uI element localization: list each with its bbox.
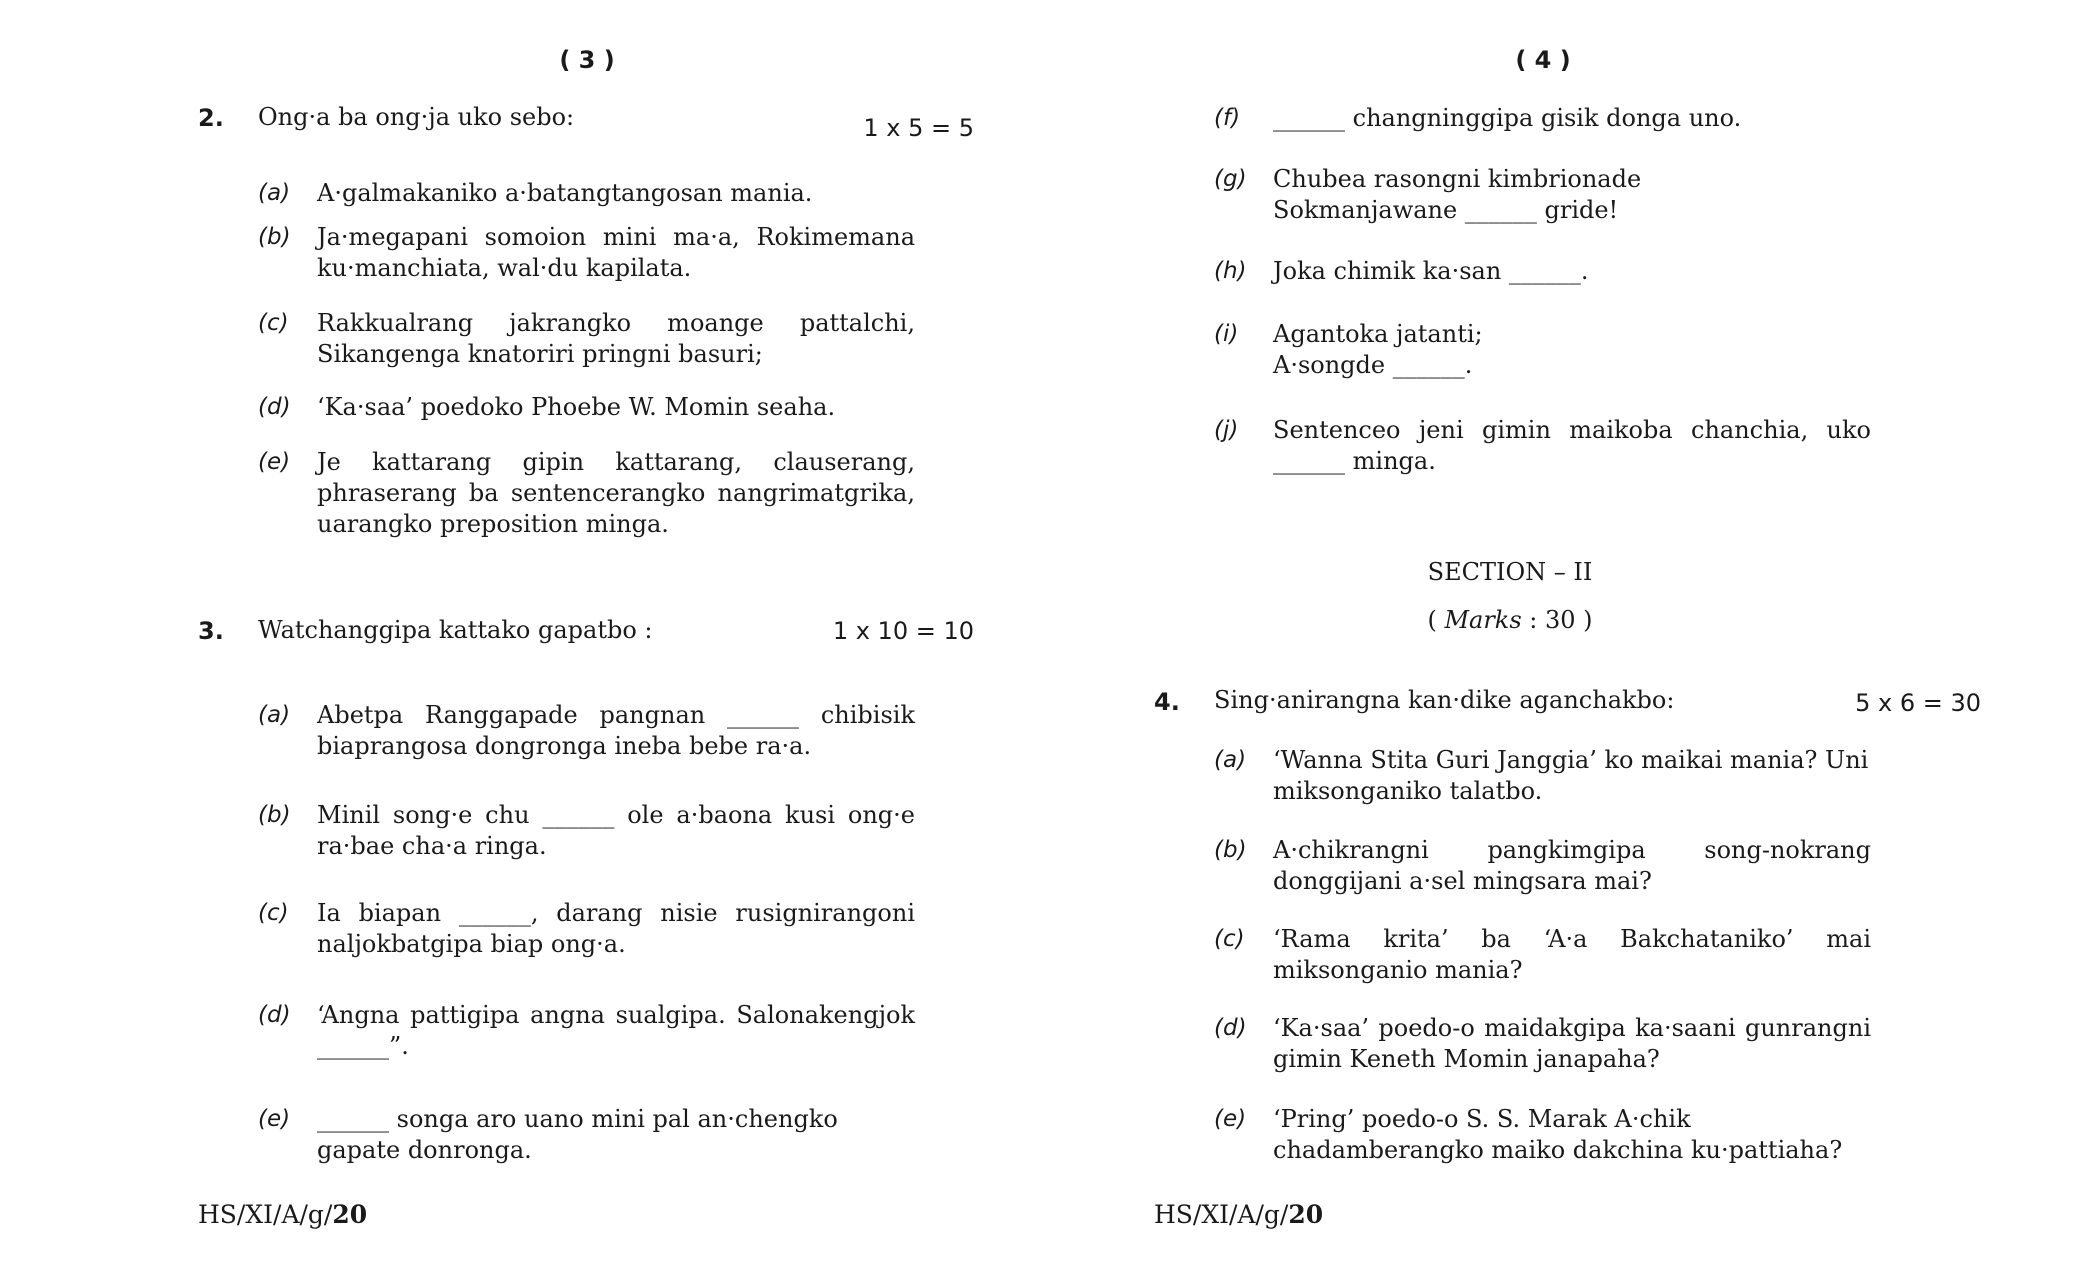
item-text: ‘Rama krita’ ba ‘A·a Bakchataniko’ mai miksonganio mania? [1273, 925, 1871, 984]
item-text: ______ songa aro uano mini pal an·chengko gapate donronga. [317, 1105, 838, 1164]
list-item [258, 392, 917, 423]
section-title: SECTION – II [1427, 558, 1593, 586]
item-text: Sentenceo jeni gimin maikoba chanchia, uko ______ minga. [1273, 416, 1871, 475]
item-label: (a) [258, 180, 291, 206]
item-text: Abetpa Ranggapade pangnan ______ chibisik biaprangosa dongronga ineba bebe ra·a. [317, 701, 915, 760]
question-3-marks: 1 x 10 = 10 [832, 617, 974, 645]
list-item [1214, 103, 1923, 134]
marks-word: Marks [1444, 606, 1522, 634]
item-text: ‘Pring’ poedo-o S. S. Marak A·chik chadamberangko maiko dakchina ku·pattiaha? [1273, 1105, 1843, 1164]
list-item [1214, 835, 1871, 897]
list-item [1214, 1013, 1871, 1075]
list-item [258, 700, 915, 762]
list-item [1214, 164, 1693, 226]
item-text: Rakkualrang jakrangko moange pattalchi, Sikangenga knatoriri pringni basuri; [317, 309, 915, 368]
list-item [258, 178, 917, 209]
item-text: ‘Ka·saa’ poedoko Phoebe W. Momin seaha. [317, 393, 836, 421]
list-item [1214, 415, 1871, 477]
question-2-text: Ong·a ba ong·ja uko sebo: [258, 103, 575, 131]
item-text: Chubea rasongni kimbrionade Sokmanjawane ______ gride! [1273, 165, 1642, 224]
question-4-text: Sing·anirangna kan·dike aganchakbo: [1214, 686, 1675, 714]
item-text: A·chikrangni pangkimgipa song-nokrang donggijani a·sel mingsara mai? [1273, 836, 1871, 895]
list-item [1214, 256, 1923, 287]
list-item [1214, 1104, 1893, 1166]
item-label: (g) [1214, 166, 1247, 192]
right-page [1050, 0, 2100, 1275]
question-2-number: 2. [198, 104, 224, 132]
item-label: (d) [258, 1002, 291, 1028]
footer-code-year: 20 [1288, 1200, 1324, 1229]
page-number: ( 4 ) [1515, 46, 1571, 74]
item-label: (i) [1214, 321, 1239, 347]
question-3-number: 3. [198, 617, 224, 645]
item-label: (e) [1214, 1106, 1247, 1132]
list-item [258, 308, 915, 370]
item-label: (d) [1214, 1015, 1247, 1041]
item-label: (c) [258, 900, 289, 926]
item-label: (b) [258, 802, 291, 828]
item-label: (e) [258, 449, 291, 475]
item-label: (e) [258, 1106, 291, 1132]
item-text: ‘Ka·saa’ poedo-o maidakgipa ka·saani gunrangni gimin Keneth Momin janapaha? [1273, 1014, 1871, 1073]
item-label: (j) [1214, 417, 1239, 443]
list-item [258, 222, 915, 284]
item-text: ‘Wanna Stita Guri Janggia’ ko maikai mania? Uni miksonganiko talatbo. [1273, 746, 1869, 805]
list-item [1214, 924, 1871, 986]
item-label: (b) [258, 224, 291, 250]
item-text: A·galmakaniko a·batangtangosan mania. [317, 179, 813, 207]
item-text: Je kattarang gipin kattarang, clauserang, phraserang ba sentencerangko nangrimatgrika, uarangko preposition minga. [317, 448, 915, 538]
list-item [258, 898, 915, 960]
item-label: (a) [1214, 747, 1247, 773]
list-item [258, 1104, 917, 1166]
item-label: (b) [1214, 837, 1247, 863]
list-item [258, 800, 915, 862]
footer-code [1154, 1200, 1323, 1229]
item-label: (a) [258, 702, 291, 728]
list-item [258, 447, 915, 540]
item-label: (f) [1214, 105, 1241, 131]
item-label: (c) [258, 310, 289, 336]
list-item [1214, 745, 1893, 807]
question-4-number: 4. [1154, 688, 1180, 716]
list-item [258, 1000, 915, 1062]
item-text: Minil song·e chu ______ ole a·baona kusi ong·e ra·bae cha·a ringa. [317, 801, 915, 860]
item-text: ‘Angna pattigipa angna sualgipa. Salonakengjok ______”. [317, 1001, 915, 1060]
item-label: (c) [1214, 926, 1245, 952]
item-text: Ia biapan ______, darang nisie rusignirangoni naljokbatgipa biap ong·a. [317, 899, 915, 958]
footer-code-prefix: HS/XI/A/g/ [198, 1200, 333, 1229]
section-marks: ( Marks : 30 ) [1427, 606, 1593, 634]
item-text: ______ changninggipa gisik donga uno. [1273, 104, 1742, 132]
list-item [1214, 319, 1573, 381]
item-label: (d) [258, 394, 291, 420]
question-2-marks: 1 x 5 = 5 [863, 114, 974, 142]
question-3-text: Watchanggipa kattako gapatbo : [258, 616, 653, 644]
item-label: (h) [1214, 258, 1247, 284]
question-4-marks: 5 x 6 = 30 [1855, 689, 1981, 717]
footer-code-year: 20 [332, 1200, 368, 1229]
item-text: Ja·megapani somoion mini ma·a, Rokimemana ku·manchiata, wal·du kapilata. [317, 223, 915, 282]
item-text: Agantoka jatanti; A·songde ______. [1273, 320, 1483, 379]
footer-code [198, 1200, 367, 1229]
footer-code-prefix: HS/XI/A/g/ [1154, 1200, 1289, 1229]
item-text: Joka chimik ka·san ______. [1273, 257, 1589, 285]
page-number: ( 3 ) [559, 46, 615, 74]
